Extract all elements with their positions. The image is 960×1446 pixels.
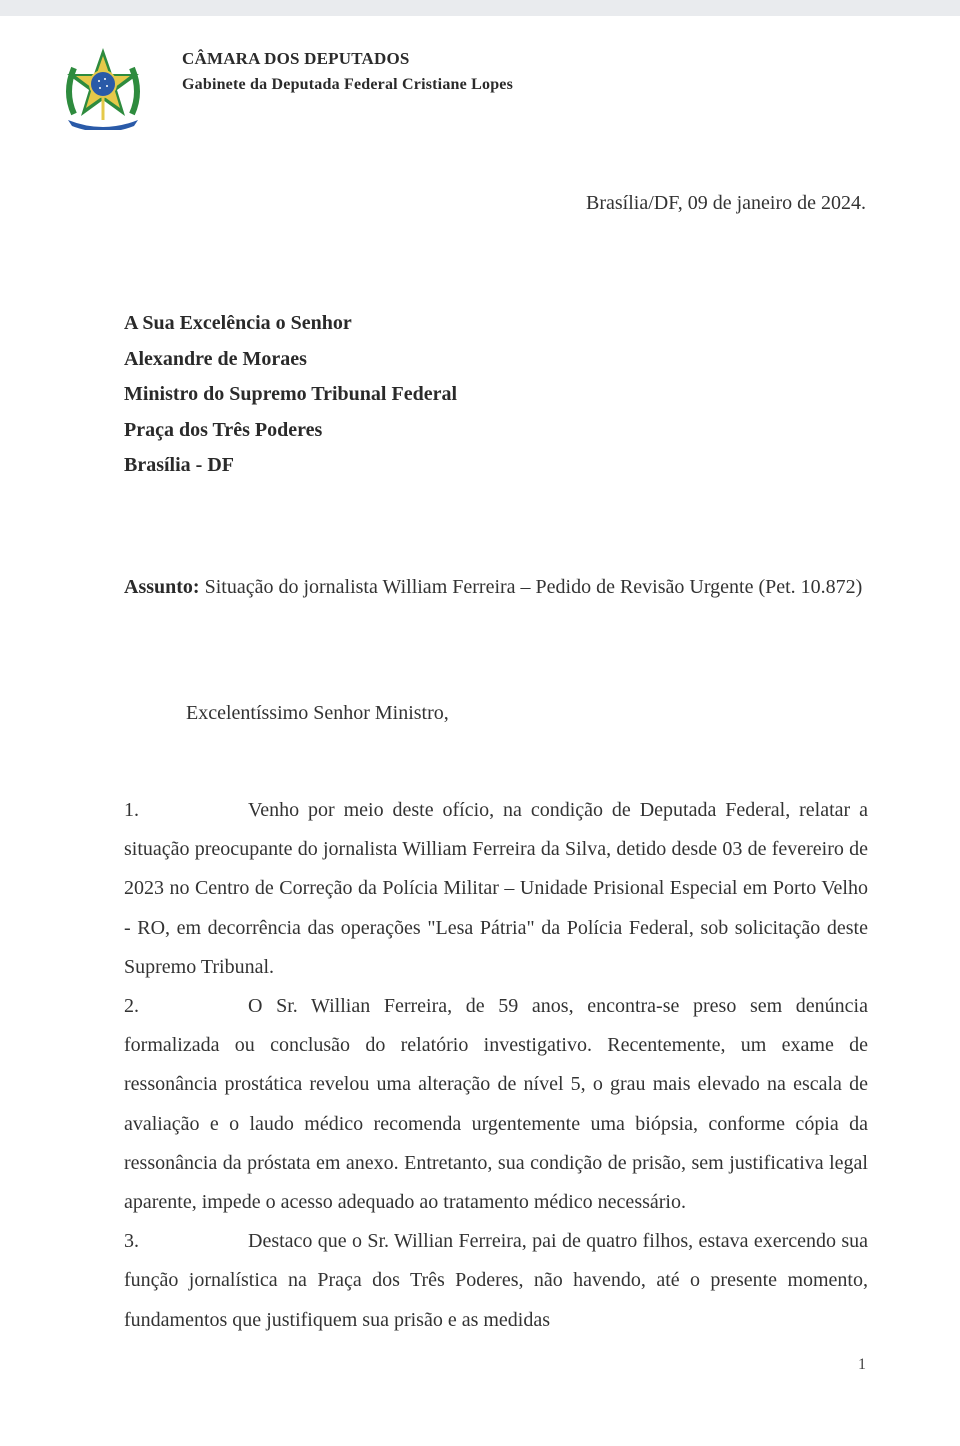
letter-body [124, 791, 868, 1340]
office-name: Gabinete da Deputada Federal Cristiane Lopes [182, 76, 514, 93]
paragraph [124, 1222, 868, 1340]
addressee-line: Ministro do Supremo Tribunal Federal [124, 383, 457, 405]
brazil-coat-of-arms-icon [60, 44, 146, 130]
viewer-top-bar [0, 0, 960, 16]
viewer-bottom-area [0, 1386, 960, 1446]
paragraph-text: O Sr. Willian Ferreira, de 59 anos, encontra-se preso sem denúncia formalizada ou conclusão do relatório investigativo. Recentemente, um exame de ressonância prostática revelou uma alteração de nível 5, o grau mais elevado na escala de avaliação e o laudo médico recomenda urgentemente uma biópsia, conforme cópia da ressonância da próstata em anexo. Entretanto, sua condição de prisão, sem justificativa legal aparente, impede o acesso adequado ao tratamento médico necessário. [124, 995, 868, 1214]
letterhead [182, 46, 513, 98]
addressee-line: A Sua Excelência o Senhor [124, 312, 352, 334]
subject-label: Assunto: [124, 576, 200, 598]
paragraph [124, 791, 868, 987]
paragraph [124, 987, 868, 1222]
paragraph-text: Destaco que o Sr. Willian Ferreira, pai de quatro filhos, estava exercendo sua função jornalística na Praça dos Três Poderes, não havendo, até o presente momento, fundamentos que justifiquem sua prisão e as medidas [124, 1230, 868, 1331]
date-line: Brasília/DF, 09 de janeiro de 2024. [585, 192, 866, 214]
paragraph-text: Venho por meio deste ofício, na condição de Deputada Federal, relatar a situação preocupante do jornalista William Ferreira da Silva, detido desde 03 de fevereiro de 2023 no Centro de Correção da Polícia Militar – Unidade Prisional Especial em Porto Velho - RO, em decorrência das operações "Lesa Pátria" da Polícia Federal, sob solicitação deste Supremo Tribunal. [124, 799, 868, 978]
subject-text: Situação do jornalista William Ferreira – Pedido de Revisão Urgente (Pet. 10.872) [204, 576, 863, 598]
paragraph-number: 3. [124, 1230, 139, 1253]
paragraph-number: 2. [124, 995, 139, 1018]
addressee-line: Brasília - DF [124, 454, 234, 476]
greeting: Excelentíssimo Senhor Ministro, [186, 702, 449, 724]
document-page [0, 16, 960, 1386]
addressee-line: Praça dos Três Poderes [124, 418, 323, 441]
addressee-line: Alexandre de Moraes [124, 347, 307, 370]
paragraph-number: 1. [124, 799, 139, 821]
page-number: 1 [858, 1356, 866, 1373]
addressee-block [124, 306, 457, 484]
subject-line [124, 572, 868, 603]
institution-name: CÂMARA DOS DEPUTADOS [182, 49, 410, 68]
